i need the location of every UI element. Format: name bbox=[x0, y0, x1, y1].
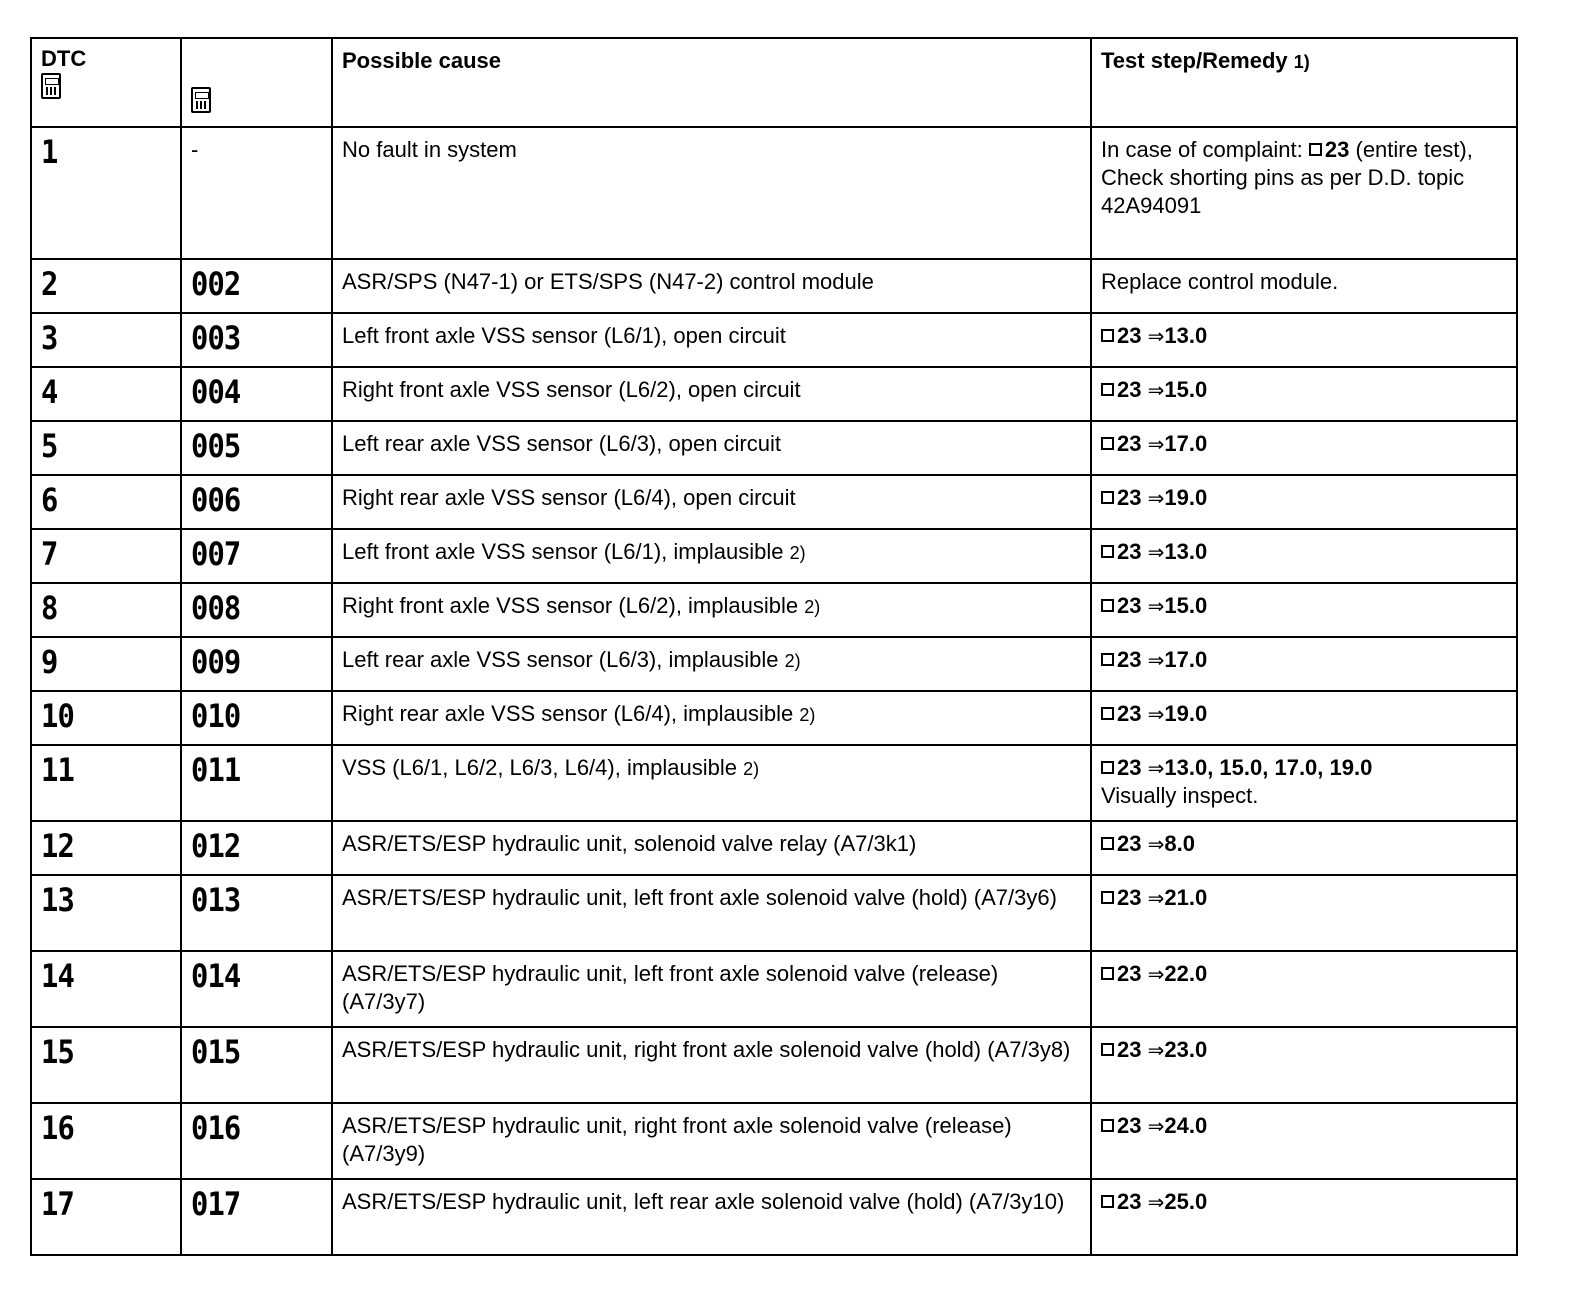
cause-cell bbox=[332, 875, 1091, 951]
remedy-ref: 23 bbox=[1117, 323, 1142, 348]
cause-footnote: 2) bbox=[784, 651, 801, 671]
cause-cell bbox=[332, 745, 1091, 821]
reference-box-icon bbox=[1101, 761, 1114, 774]
remedy-cell bbox=[1091, 1027, 1517, 1103]
fault-code: 011 bbox=[191, 751, 241, 789]
remedy-ref: 23 bbox=[1117, 539, 1142, 564]
cause-cell bbox=[332, 475, 1091, 529]
possible-cause: Right rear axle VSS sensor (L6/4), implausible bbox=[342, 701, 794, 726]
header-test-step bbox=[1091, 38, 1517, 127]
dtc-cell bbox=[31, 475, 181, 529]
remedy-ref: 23 bbox=[1117, 701, 1142, 726]
dtc-cell bbox=[31, 529, 181, 583]
reference-box-icon bbox=[1101, 1119, 1114, 1132]
table-row bbox=[31, 421, 1517, 475]
arrow-right-icon: ⇒ bbox=[1147, 648, 1165, 672]
table-row bbox=[31, 367, 1517, 421]
code-cell bbox=[181, 259, 332, 313]
remedy-cell bbox=[1091, 421, 1517, 475]
header-footnote: 1) bbox=[1293, 52, 1310, 72]
reference-box-icon bbox=[1101, 383, 1114, 396]
arrow-right-icon: ⇒ bbox=[1147, 886, 1165, 910]
cause-cell bbox=[332, 691, 1091, 745]
possible-cause: Left front axle VSS sensor (L6/1), open circuit bbox=[342, 323, 786, 348]
cause-cell bbox=[332, 529, 1091, 583]
dtc-cell bbox=[31, 637, 181, 691]
remedy-cell bbox=[1091, 313, 1517, 367]
dtc-number: 6 bbox=[41, 481, 58, 519]
remedy-step: 13.0 bbox=[1164, 539, 1208, 564]
fault-code: 006 bbox=[191, 481, 241, 519]
cause-cell bbox=[332, 421, 1091, 475]
dtc-number: 16 bbox=[41, 1109, 74, 1147]
code-cell bbox=[181, 1103, 332, 1179]
remedy-text: In case of complaint: bbox=[1101, 137, 1309, 162]
cause-cell bbox=[332, 583, 1091, 637]
table-row bbox=[31, 821, 1517, 875]
possible-cause: ASR/ETS/ESP hydraulic unit, left front axle solenoid valve (hold) (A7/3y6) bbox=[342, 885, 1057, 910]
possible-cause: ASR/ETS/ESP hydraulic unit, solenoid valve relay (A7/3k1) bbox=[342, 831, 917, 856]
remedy-cell bbox=[1091, 367, 1517, 421]
fault-code: 003 bbox=[191, 319, 241, 357]
remedy-ref: 23 bbox=[1117, 647, 1142, 672]
fault-code: 010 bbox=[191, 697, 241, 735]
remedy-cell bbox=[1091, 637, 1517, 691]
remedy-step: 15.0 bbox=[1164, 593, 1208, 618]
remedy-ref: 23 bbox=[1117, 961, 1142, 986]
remedy-text: Replace control module. bbox=[1101, 269, 1339, 294]
dtc-cell bbox=[31, 127, 181, 259]
fault-code: - bbox=[191, 137, 199, 162]
arrow-right-icon: ⇒ bbox=[1147, 594, 1165, 618]
dtc-cell bbox=[31, 313, 181, 367]
remedy-cell bbox=[1091, 691, 1517, 745]
fault-code: 012 bbox=[191, 827, 241, 865]
remedy-ref: 23 bbox=[1117, 1189, 1142, 1214]
fault-code: 008 bbox=[191, 589, 241, 627]
dtc-number: 8 bbox=[41, 589, 58, 627]
possible-cause: VSS (L6/1, L6/2, L6/3, L6/4), implausible bbox=[342, 755, 738, 780]
arrow-right-icon: ⇒ bbox=[1147, 324, 1165, 348]
remedy-step: 17.0 bbox=[1164, 431, 1208, 456]
remedy-ref: 23 bbox=[1117, 755, 1142, 780]
arrow-right-icon: ⇒ bbox=[1147, 1190, 1165, 1214]
dtc-cell bbox=[31, 951, 181, 1027]
reference-box-icon bbox=[1101, 707, 1114, 720]
remedy-line2: Visually inspect. bbox=[1101, 783, 1259, 808]
code-cell bbox=[181, 821, 332, 875]
code-cell bbox=[181, 529, 332, 583]
code-cell bbox=[181, 367, 332, 421]
remedy-ref: 23 bbox=[1117, 377, 1142, 402]
remedy-cell bbox=[1091, 951, 1517, 1027]
table-row bbox=[31, 1103, 1517, 1179]
cause-cell bbox=[332, 313, 1091, 367]
dtc-number: 15 bbox=[41, 1033, 74, 1071]
dtc-cell bbox=[31, 691, 181, 745]
tester-display-icon bbox=[41, 73, 61, 99]
fault-code: 014 bbox=[191, 957, 241, 995]
table-row bbox=[31, 691, 1517, 745]
header-handheld bbox=[181, 38, 332, 127]
table-row bbox=[31, 583, 1517, 637]
remedy-cell bbox=[1091, 1103, 1517, 1179]
code-cell bbox=[181, 951, 332, 1027]
cause-cell bbox=[332, 367, 1091, 421]
cause-cell bbox=[332, 951, 1091, 1027]
remedy-step-extra: , 15.0, 17.0, 19.0 bbox=[1207, 755, 1373, 780]
remedy-text: (entire test), bbox=[1349, 137, 1473, 162]
dtc-number: 12 bbox=[41, 827, 74, 865]
code-cell bbox=[181, 1179, 332, 1255]
header-dtc bbox=[31, 38, 181, 127]
reference-box-icon bbox=[1101, 491, 1114, 504]
remedy-cell bbox=[1091, 475, 1517, 529]
code-cell bbox=[181, 313, 332, 367]
remedy-ref: 23 bbox=[1117, 1113, 1142, 1138]
dtc-number: 10 bbox=[41, 697, 74, 735]
cause-footnote: 2) bbox=[799, 705, 816, 725]
remedy-cell bbox=[1091, 259, 1517, 313]
remedy-line2: Check shorting pins as per D.D. topic 42A94091 bbox=[1101, 165, 1465, 218]
dtc-cell bbox=[31, 367, 181, 421]
remedy-cell bbox=[1091, 875, 1517, 951]
remedy-ref: 23 bbox=[1117, 885, 1142, 910]
header-dtc-label: DTC bbox=[41, 46, 87, 71]
code-cell bbox=[181, 637, 332, 691]
table-header-row bbox=[31, 38, 1517, 127]
cause-cell bbox=[332, 127, 1091, 259]
dtc-number: 13 bbox=[41, 881, 74, 919]
possible-cause: No fault in system bbox=[342, 137, 517, 162]
fault-code: 016 bbox=[191, 1109, 241, 1147]
fault-code: 009 bbox=[191, 643, 241, 681]
table-row bbox=[31, 745, 1517, 821]
remedy-step: 15.0 bbox=[1164, 377, 1208, 402]
cause-cell bbox=[332, 1179, 1091, 1255]
fault-code: 005 bbox=[191, 427, 241, 465]
reference-box-icon bbox=[1101, 837, 1114, 850]
remedy-ref: 23 bbox=[1117, 593, 1142, 618]
table-row bbox=[31, 875, 1517, 951]
dtc-number: 9 bbox=[41, 643, 58, 681]
header-possible-cause-label: Possible cause bbox=[342, 48, 501, 73]
table-row bbox=[31, 637, 1517, 691]
dtc-number: 7 bbox=[41, 535, 58, 573]
arrow-right-icon: ⇒ bbox=[1147, 540, 1165, 564]
dtc-number: 1 bbox=[41, 133, 58, 171]
remedy-cell bbox=[1091, 1179, 1517, 1255]
code-cell bbox=[181, 583, 332, 637]
cause-cell bbox=[332, 1103, 1091, 1179]
reference-box-icon bbox=[1101, 891, 1114, 904]
possible-cause: ASR/ETS/ESP hydraulic unit, left front axle solenoid valve (release) (A7/3y7) bbox=[342, 961, 999, 1014]
code-cell bbox=[181, 1027, 332, 1103]
reference-box-icon bbox=[1101, 1195, 1114, 1208]
remedy-cell bbox=[1091, 745, 1517, 821]
possible-cause: Left rear axle VSS sensor (L6/3), open circuit bbox=[342, 431, 781, 456]
remedy-ref: 23 bbox=[1117, 485, 1142, 510]
dtc-number: 11 bbox=[41, 751, 74, 789]
reference-box-icon bbox=[1101, 967, 1114, 980]
remedy-ref: 23 bbox=[1324, 137, 1350, 162]
dtc-cell bbox=[31, 1027, 181, 1103]
dtc-cell bbox=[31, 745, 181, 821]
reference-box-icon bbox=[1309, 143, 1322, 156]
possible-cause: ASR/ETS/ESP hydraulic unit, left rear axle solenoid valve (hold) (A7/3y10) bbox=[342, 1189, 1065, 1214]
remedy-ref: 23 bbox=[1117, 831, 1142, 856]
possible-cause: Left front axle VSS sensor (L6/1), implausible bbox=[342, 539, 784, 564]
dtc-cell bbox=[31, 421, 181, 475]
dtc-cell bbox=[31, 583, 181, 637]
remedy-step: 8.0 bbox=[1164, 831, 1195, 856]
dtc-cell bbox=[31, 1103, 181, 1179]
table-row bbox=[31, 127, 1517, 259]
code-cell bbox=[181, 421, 332, 475]
possible-cause: Left rear axle VSS sensor (L6/3), implausible bbox=[342, 647, 779, 672]
reference-box-icon bbox=[1101, 599, 1114, 612]
table-row bbox=[31, 259, 1517, 313]
arrow-right-icon: ⇒ bbox=[1147, 1114, 1165, 1138]
arrow-right-icon: ⇒ bbox=[1147, 432, 1165, 456]
remedy-step: 21.0 bbox=[1164, 885, 1208, 910]
remedy-cell bbox=[1091, 127, 1517, 259]
remedy-step: 13.0 bbox=[1164, 323, 1208, 348]
remedy-step: 22.0 bbox=[1164, 961, 1208, 986]
possible-cause: Right front axle VSS sensor (L6/2), open circuit bbox=[342, 377, 801, 402]
cause-footnote: 2) bbox=[743, 759, 760, 779]
reference-box-icon bbox=[1101, 545, 1114, 558]
possible-cause: ASR/ETS/ESP hydraulic unit, right front axle solenoid valve (release) (A7/3y9) bbox=[342, 1113, 1012, 1166]
remedy-step: 19.0 bbox=[1164, 485, 1208, 510]
fault-code: 013 bbox=[191, 881, 241, 919]
fault-code: 017 bbox=[191, 1185, 241, 1223]
dtc-table bbox=[30, 37, 1518, 1256]
arrow-right-icon: ⇒ bbox=[1147, 1038, 1165, 1062]
dtc-number: 17 bbox=[41, 1185, 74, 1223]
cause-cell bbox=[332, 1027, 1091, 1103]
code-cell bbox=[181, 127, 332, 259]
arrow-right-icon: ⇒ bbox=[1147, 756, 1165, 780]
table-row bbox=[31, 529, 1517, 583]
reference-box-icon bbox=[1101, 437, 1114, 450]
table-row bbox=[31, 951, 1517, 1027]
cause-footnote: 2) bbox=[804, 597, 821, 617]
remedy-cell bbox=[1091, 529, 1517, 583]
fault-code: 007 bbox=[191, 535, 241, 573]
table-row bbox=[31, 1179, 1517, 1255]
possible-cause: ASR/ETS/ESP hydraulic unit, right front axle solenoid valve (hold) (A7/3y8) bbox=[342, 1037, 1071, 1062]
code-cell bbox=[181, 875, 332, 951]
cause-cell bbox=[332, 637, 1091, 691]
fault-code: 002 bbox=[191, 265, 241, 303]
table-row bbox=[31, 475, 1517, 529]
possible-cause: Right rear axle VSS sensor (L6/4), open circuit bbox=[342, 485, 796, 510]
cause-cell bbox=[332, 821, 1091, 875]
remedy-step: 19.0 bbox=[1164, 701, 1208, 726]
arrow-right-icon: ⇒ bbox=[1147, 378, 1165, 402]
dtc-cell bbox=[31, 875, 181, 951]
dtc-number: 4 bbox=[41, 373, 58, 411]
code-cell bbox=[181, 691, 332, 745]
dtc-cell bbox=[31, 1179, 181, 1255]
dtc-cell bbox=[31, 821, 181, 875]
handheld-tester-icon bbox=[191, 87, 211, 113]
remedy-step: 17.0 bbox=[1164, 647, 1208, 672]
table-row bbox=[31, 313, 1517, 367]
remedy-step: 25.0 bbox=[1164, 1189, 1208, 1214]
fault-code: 004 bbox=[191, 373, 241, 411]
arrow-right-icon: ⇒ bbox=[1147, 832, 1165, 856]
possible-cause: Right front axle VSS sensor (L6/2), implausible bbox=[342, 593, 799, 618]
arrow-right-icon: ⇒ bbox=[1147, 962, 1165, 986]
remedy-step: 24.0 bbox=[1164, 1113, 1208, 1138]
code-cell bbox=[181, 745, 332, 821]
remedy-cell bbox=[1091, 821, 1517, 875]
remedy-step: 23.0 bbox=[1164, 1037, 1208, 1062]
cause-footnote: 2) bbox=[789, 543, 806, 563]
remedy-ref: 23 bbox=[1117, 1037, 1142, 1062]
remedy-step: 13.0 bbox=[1164, 755, 1208, 780]
dtc-number: 3 bbox=[41, 319, 58, 357]
reference-box-icon bbox=[1101, 653, 1114, 666]
arrow-right-icon: ⇒ bbox=[1147, 486, 1165, 510]
header-possible-cause bbox=[332, 38, 1091, 127]
table-row bbox=[31, 1027, 1517, 1103]
remedy-cell bbox=[1091, 583, 1517, 637]
remedy-ref: 23 bbox=[1117, 431, 1142, 456]
possible-cause: ASR/SPS (N47-1) or ETS/SPS (N47-2) control module bbox=[342, 269, 874, 294]
header-test-step-label: Test step/Remedy bbox=[1101, 48, 1288, 73]
dtc-number: 5 bbox=[41, 427, 58, 465]
cause-cell bbox=[332, 259, 1091, 313]
reference-box-icon bbox=[1101, 329, 1114, 342]
reference-box-icon bbox=[1101, 1043, 1114, 1056]
code-cell bbox=[181, 475, 332, 529]
arrow-right-icon: ⇒ bbox=[1147, 702, 1165, 726]
dtc-number: 2 bbox=[41, 265, 58, 303]
dtc-cell bbox=[31, 259, 181, 313]
dtc-number: 14 bbox=[41, 957, 74, 995]
fault-code: 015 bbox=[191, 1033, 241, 1071]
